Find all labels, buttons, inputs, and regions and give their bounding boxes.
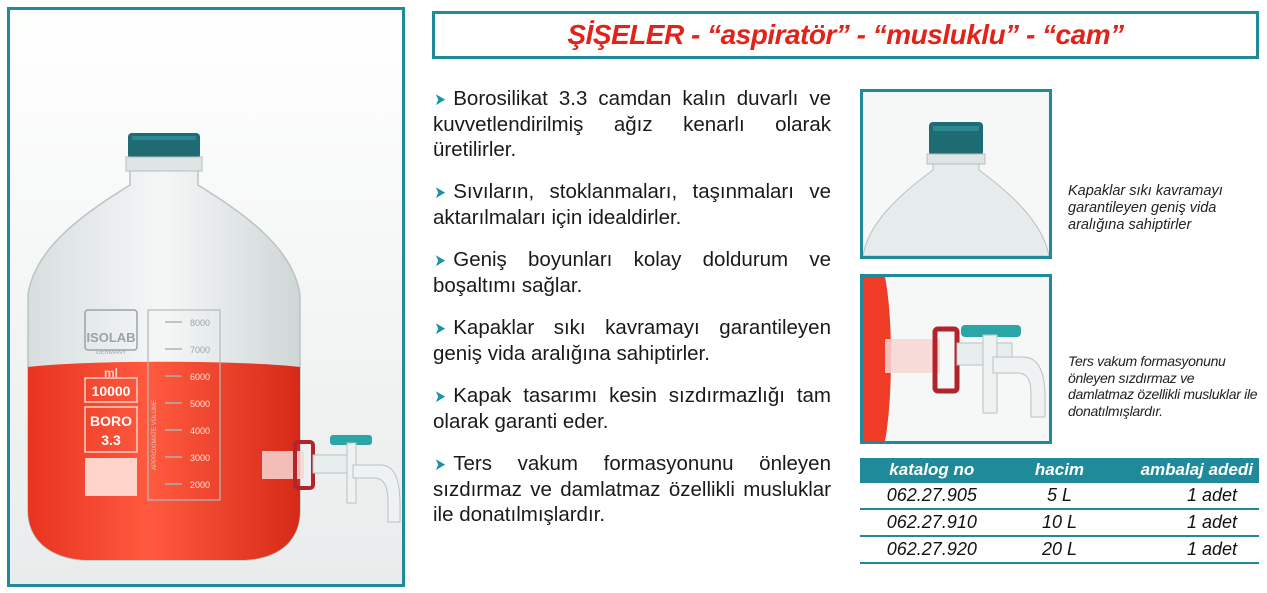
- graduation-label: 4000: [190, 426, 211, 436]
- brand-text: ISOLAB: [86, 330, 136, 345]
- page-title: ŞİŞELER - “aspiratör” - “musluklu” - “cam”: [567, 19, 1124, 50]
- unit-text: ml: [103, 366, 119, 380]
- volume-cell: 5 L: [1004, 482, 1116, 509]
- tap-closeup-photo: [860, 274, 1052, 444]
- cap-closeup-photo: [860, 89, 1052, 259]
- catalog-no-cell: 062.27.920: [860, 536, 1004, 563]
- catalog-table: [860, 458, 1259, 564]
- tap-caption: Ters vakum formasyonunu önleyen sızdırmaz ve damlatmaz özellikli musluklar ile donatılmışlardır.: [1068, 353, 1258, 419]
- material-text-1: BORO: [90, 413, 132, 429]
- graduation-label: 5000: [190, 399, 211, 409]
- table-row: [860, 482, 1259, 509]
- tap-closeup-illustration: [863, 277, 1049, 441]
- package-qty-cell: 1 adet: [1115, 509, 1259, 536]
- feature-list: [433, 86, 831, 544]
- catalog-no-cell: 062.27.905: [860, 482, 1004, 509]
- feature-item: [433, 247, 831, 298]
- arrow-icon: ➤: [434, 319, 446, 338]
- country-text: GERMANY: [95, 350, 127, 356]
- feature-item: [433, 179, 831, 230]
- arrow-icon: ➤: [434, 455, 446, 474]
- feature-text: Borosilikat 3.3 camdan kalın duvarlı ve kuvvetlendirilmiş ağız kenarlı olarak üretilirler.: [433, 87, 831, 161]
- feature-item: [433, 383, 831, 434]
- feature-item: [433, 315, 831, 366]
- catalog-no-cell: 062.27.910: [860, 509, 1004, 536]
- material-text-2: 3.3: [101, 432, 121, 448]
- bottle-photo: [7, 7, 405, 587]
- arrow-icon: ➤: [434, 387, 446, 406]
- title-box: [432, 11, 1259, 59]
- column-header-volume: hacim: [1004, 458, 1116, 482]
- graduation-label: 3000: [190, 453, 211, 463]
- graduation-label: 6000: [190, 372, 211, 382]
- capacity-text: 10000: [91, 383, 131, 399]
- feature-item: [433, 86, 831, 162]
- arrow-icon: ➤: [434, 90, 446, 109]
- feature-text: Geniş boyunları kolay doldurum ve boşaltımı sağlar.: [433, 248, 831, 297]
- table-row: [860, 509, 1259, 536]
- feature-text: Kapak tasarımı kesin sızdırmazlığı tam olarak garanti eder.: [433, 384, 831, 433]
- table-header-row: [860, 458, 1259, 482]
- scale-text: APPROXIMATE VOLUME: [152, 400, 158, 470]
- column-header-package-qty: ambalaj adedi: [1115, 458, 1259, 482]
- red-liquid: [28, 362, 300, 560]
- graduation-label: 2000: [190, 480, 211, 490]
- feature-text: Kapaklar sıkı kavramayı garantileyen geniş vida aralığına sahiptirler.: [433, 316, 831, 365]
- graduation-label: 7000: [190, 345, 211, 355]
- package-qty-cell: 1 adet: [1115, 536, 1259, 563]
- graduation-label: 8000: [190, 318, 211, 328]
- table-row: [860, 536, 1259, 563]
- cap-caption: Kapaklar sıkı kavramayı garantileyen geniş vida aralığına sahiptirler: [1068, 183, 1223, 233]
- feature-text: Ters vakum formasyonunu önleyen sızdırmaz ve damlatmaz özellikli musluklar ile donatılmışlardır.: [433, 452, 831, 526]
- feature-item: [433, 451, 831, 527]
- arrow-icon: ➤: [434, 183, 446, 202]
- aspirator-bottle-illustration: [10, 10, 402, 584]
- volume-cell: 10 L: [1004, 509, 1116, 536]
- arrow-icon: ➤: [434, 251, 446, 270]
- feature-text: Sıvıların, stoklanmaları, taşınmaları ve aktarılmaları için idealdirler.: [433, 180, 831, 229]
- column-header-catalog-no: katalog no: [860, 458, 1004, 482]
- volume-cell: 20 L: [1004, 536, 1116, 563]
- cap-closeup-illustration: [863, 92, 1049, 256]
- package-qty-cell: 1 adet: [1115, 482, 1259, 509]
